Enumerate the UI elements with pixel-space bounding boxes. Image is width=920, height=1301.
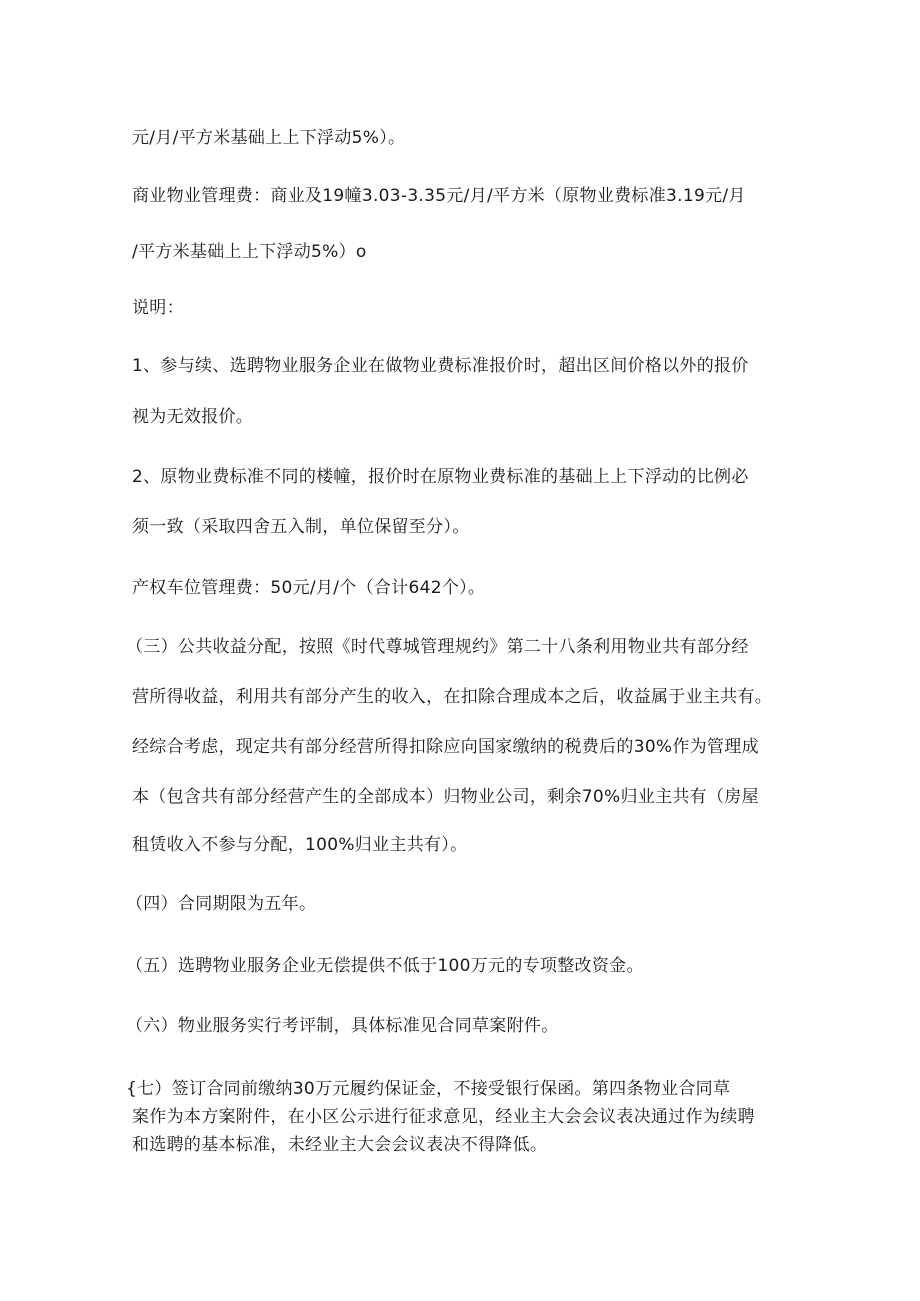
text-line-11: 营所得收益，利用共有部分产生的收入，在扣除合理成本之后，收益属于业主共有。 [132,687,773,707]
text-line-17: （六）物业服务实行考评制，具体标准见合同草案附件。 [126,1016,559,1036]
text-line-5: 1、参与续、选聘物业服务企业在做物业费标准报价时，超出区间价格以外的报价 [132,356,749,376]
text-line-9: 产权车位管理费：50元/月/个（合计642个）。 [132,578,486,598]
text-line-16: （五）选聘物业服务企业无偿提供不低于100万元的专项整改资金。 [126,956,644,976]
text-line-12: 经综合考虑，现定共有部分经营所得扣除应向国家缴纳的税费后的30%作为管理成 [132,737,759,757]
text-line-2: 商业物业管理费：商业及19幢3.03-3.35元/月/平方米（原物业费标准3.19元/月 [132,186,746,206]
text-line-20: 和选聘的基本标准，未经业主大会会议表决不得降低。 [132,1135,548,1155]
text-line-19: 案作为本方案附件，在小区公示进行征求意见，经业主大会会议表决通过作为续聘 [132,1107,755,1127]
text-line-7: 2、原物业费标准不同的楼幢，报价时在原物业费标准的基础上上下浮动的比例必 [132,467,749,487]
text-line-10: （三）公共收益分配，按照《时代尊城管理规约》第二十八条利用物业共有部分经 [126,637,749,657]
text-line-3: /平方米基础上上下浮动5%）o [132,242,367,262]
text-line-18: {七）签订合同前缴纳30万元履约保证金，不接受银行保函。第四条物业合同草 [126,1079,731,1099]
text-line-1: 元/月/平方米基础上上下浮动5%）。 [132,128,406,148]
text-line-14: 租赁收入不参与分配，100%归业主共有）。 [132,835,468,855]
text-line-4: 说明： [132,298,184,318]
text-line-8: 须一致（采取四舍五入制，单位保留至分）。 [132,517,470,537]
text-line-15: （四）合同期限为五年。 [126,894,317,914]
text-line-13: 本（包含共有部分经营产生的全部成本）归物业公司，剩余70%归业主共有（房屋 [132,787,759,807]
text-line-6: 视为无效报价。 [132,407,254,427]
